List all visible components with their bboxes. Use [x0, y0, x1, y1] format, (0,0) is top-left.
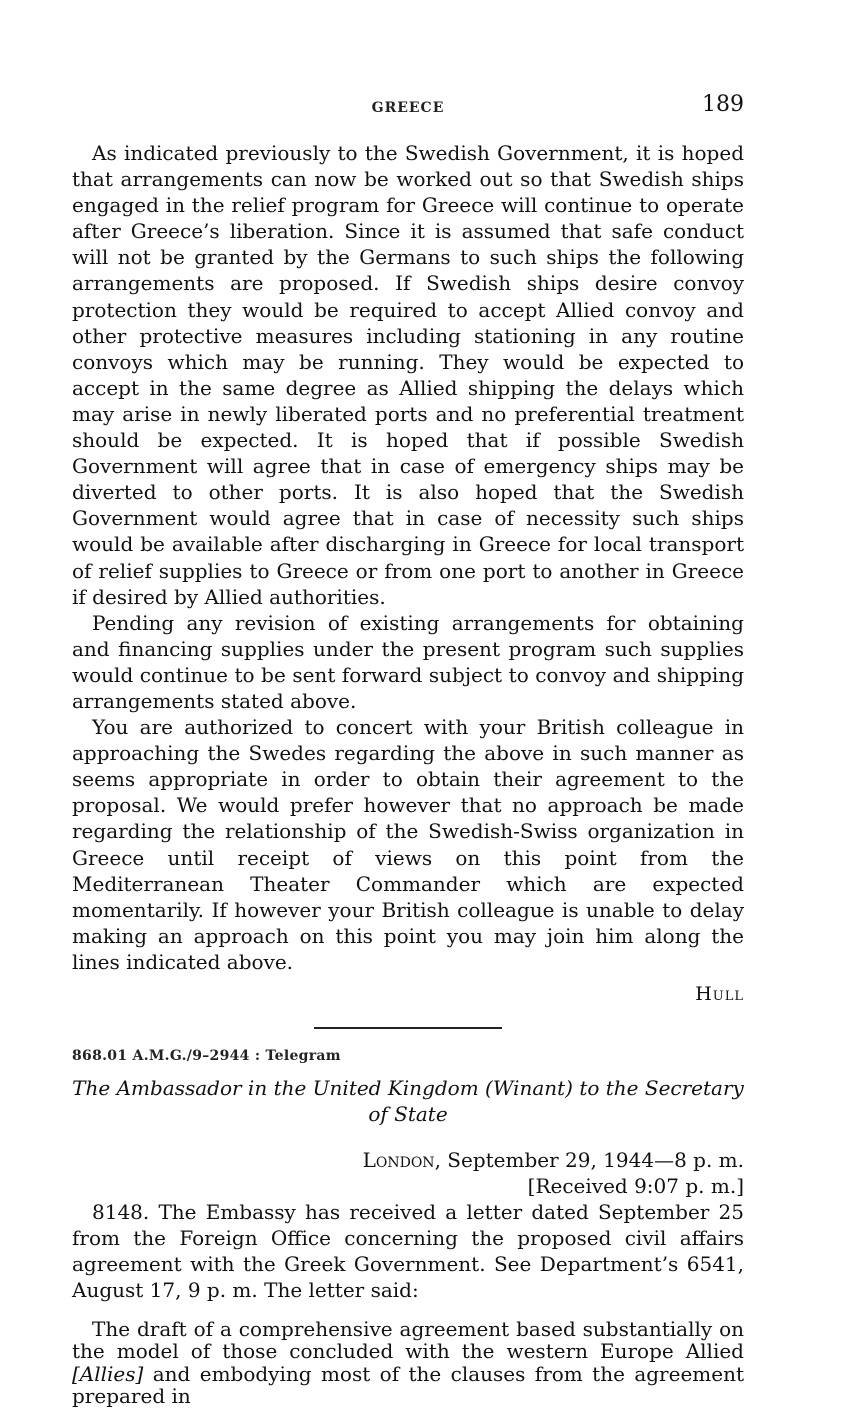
page-body [72, 140, 744, 1408]
quote-text-start: The draft of a comprehensive agreement based substantially on the model of those concluded with the western Europe Allied [72, 1316, 744, 1364]
telegram-paragraph: 8148. The Embassy has received a letter dated September 25 from the Foreign Office concerning the proposed civil affairs agreement with the Greek Government. See Department’s 6541, August 17, 9 p. m. The letter said: [72, 1200, 744, 1303]
section-divider [314, 1027, 502, 1029]
document-title: The Ambassador in the United Kingdom (Winant) to the Secretary of State [72, 1076, 744, 1127]
page-header [72, 92, 744, 122]
quote-paragraph [72, 1318, 744, 1408]
body-paragraph-3: You are authorized to concert with your British colleague in approaching the Swedes regarding the above in such manner as seems appropriate in order to obtain their agreement to the proposal. We would prefer however that no approach be made regarding the relationship of the Swedish-Swiss organization in Greece until receipt of views on this point from the Mediterranean Theater Commander which are expected momentarily. If however your British colleague is unable to delay making an approach on this point you may join him along the lines indicated above. [72, 715, 744, 974]
dateline-date: , September 29, 1944—8 p. m. [434, 1148, 744, 1173]
signature: Hull [695, 983, 744, 1005]
quoted-letter [72, 1318, 744, 1408]
quote-editorial-insert: [Allies] [72, 1361, 144, 1386]
received-note: [Received 9:07 p. m.] [527, 1174, 744, 1199]
running-head: GREECE [371, 100, 445, 116]
file-reference: 868.01 A.M.G./9–2944 : Telegram [72, 1048, 341, 1065]
page-number: 189 [702, 92, 744, 117]
dateline [72, 1147, 744, 1173]
body-paragraph-2: Pending any revision of existing arrangements for obtaining and financing supplies under the present program such supplies would continue to be sent forward subject to convoy and shipping arrangements stated above. [72, 610, 744, 713]
dateline-place: London [362, 1148, 435, 1173]
body-paragraph-1: As indicated previously to the Swedish Government, it is hoped that arrangements can now be worked out so that Swedish ships engaged in the relief program for Greece will continue to operate after Greece’s liberation. Since it is assumed that safe conduct will not be granted by the Germans to such ships the following arrangements are proposed. If Swedish ships desire convoy protection they would be required to accept Allied convoy and other protective measures including stationing in any routine convoys which may be running. They would be expected to accept in the same degree as Allied shipping the delays which may arise in newly liberated ports and no preferential treatment should be expected. It is hoped that if possible Swedish Government will agree that in case of emergency ships may be diverted to other ports. It is also hoped that the Swedish Government would agree that in case of necessity such ships would be available after discharging in Greece for local transport of relief supplies to Greece or from one port to another in Greece if desired by Allied authorities. [72, 141, 744, 609]
quote-text-end: and embodying most of the clauses from the agreement prepared in [72, 1361, 744, 1408]
